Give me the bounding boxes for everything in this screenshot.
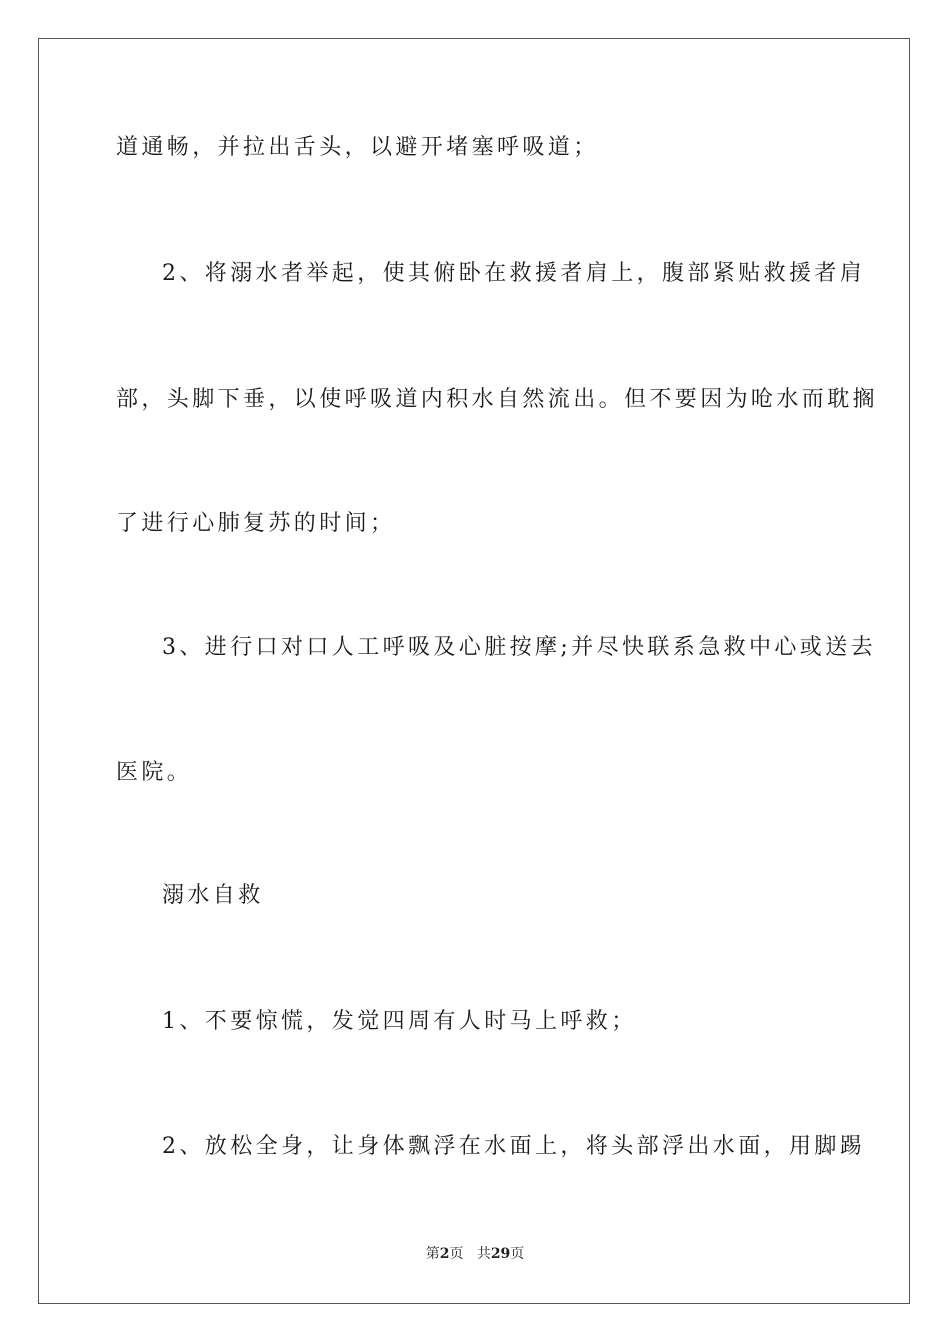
page-border xyxy=(38,38,910,1304)
page-prefix: 第 xyxy=(425,1246,440,1262)
text-line-3: 部，头脚下垂，以使呼吸道内积水自然流出。但不要因为呛水而耽搁 xyxy=(116,387,879,412)
page-number: 2 xyxy=(439,1246,450,1262)
text-line-1: 道通畅，并拉出舌头，以避开堵塞呼吸道； xyxy=(116,135,599,160)
section-heading: 溺水自救 xyxy=(162,883,264,908)
text-line-8: 1、不要惊慌，发觉四周有人时马上呼救； xyxy=(162,1009,637,1034)
text-line-6: 医院。 xyxy=(116,760,193,785)
text-line-2: 2、将溺水者举起，使其俯卧在救援者肩上，腹部紧贴救援者肩 xyxy=(162,261,866,286)
text-line-9: 2、放松全身，让身体飘浮在水面上，将头部浮出水面，用脚踢 xyxy=(162,1134,866,1159)
text-line-5: 3、进行口对口人工呼吸及心脏按摩;并尽快联系急救中心或送去 xyxy=(162,635,877,660)
total-prefix: 共 xyxy=(476,1246,491,1262)
page-suffix: 页 xyxy=(449,1246,464,1262)
total-suffix: 页 xyxy=(510,1246,525,1262)
total-pages: 29 xyxy=(490,1246,511,1262)
page-footer xyxy=(0,1244,950,1264)
text-line-4: 了进行心肺复苏的时间； xyxy=(116,511,396,536)
